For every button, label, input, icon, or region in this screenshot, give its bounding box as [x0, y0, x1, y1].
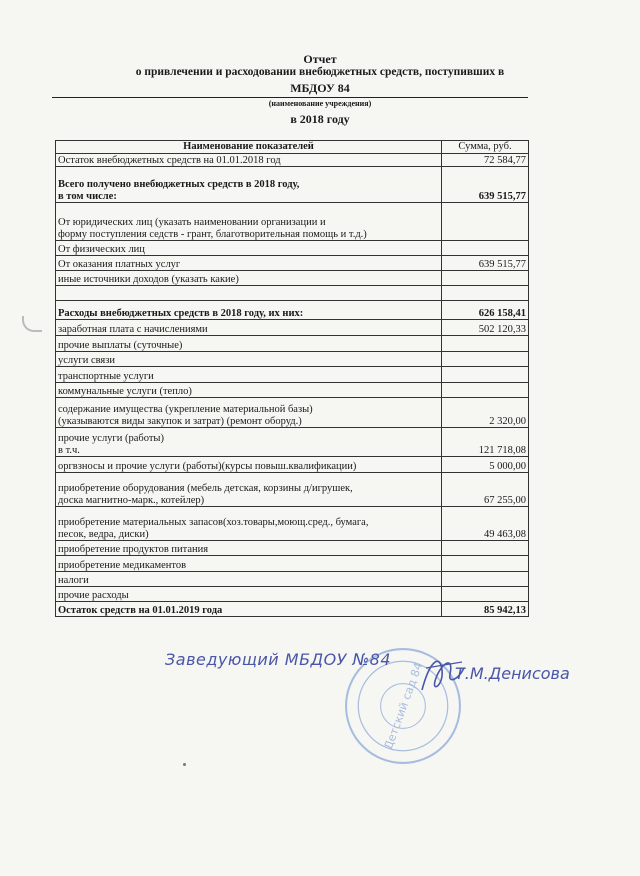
table-row — [56, 473, 529, 507]
row-amount: 2 320,00 — [442, 398, 529, 428]
row-amount — [442, 241, 529, 256]
table-row — [56, 507, 529, 541]
row-amount — [442, 352, 529, 367]
row-amount — [442, 556, 529, 572]
organization-caption: (наименование учреждения) — [268, 99, 372, 108]
signature-name: Т.М.Денисова — [455, 664, 570, 683]
table-row — [56, 336, 529, 352]
row-amount — [442, 587, 529, 602]
row-amount: 502 120,33 — [442, 320, 529, 336]
table-row — [56, 383, 529, 398]
table-row — [56, 154, 529, 167]
table-row — [56, 241, 529, 256]
table-row — [56, 428, 529, 457]
row-amount: 72 584,77 — [442, 154, 529, 167]
row-amount — [442, 203, 529, 241]
row-amount: 49 463,08 — [442, 507, 529, 541]
row-label: иные источники доходов (указать какие) — [56, 271, 442, 286]
row-amount — [442, 336, 529, 352]
row-amount — [442, 383, 529, 398]
row-label: прочие выплаты (суточные) — [56, 336, 442, 352]
table-row — [56, 167, 529, 203]
signature-position: Заведующий МБДОУ №84 — [165, 650, 391, 669]
row-label: От юридических лиц (указать наименовании организации и форму поступления седств - грант, благотворительная помощь и т.д.) — [56, 203, 442, 241]
row-label: приобретение медикаментов — [56, 556, 442, 572]
table-row — [56, 457, 529, 473]
row-amount: 85 942,13 — [442, 602, 529, 617]
row-label: От физических лиц — [56, 241, 442, 256]
row-label: Всего получено внебюджетных средств в 2018 году, в том числе: — [56, 167, 442, 203]
row-label: прочие услуги (работы) в т.ч. — [56, 428, 442, 457]
report-subtitle: о привлечении и расходовании внебюджетных средств, поступивших в — [135, 66, 505, 78]
table-row — [56, 398, 529, 428]
table-row — [56, 572, 529, 587]
table-row — [56, 301, 529, 320]
row-amount: 639 515,77 — [442, 256, 529, 271]
binder-hole-mark — [22, 316, 42, 332]
table-row — [56, 541, 529, 556]
table-row — [56, 320, 529, 336]
table-header-row — [56, 141, 529, 154]
row-label: налоги — [56, 572, 442, 587]
row-label: транспортные услуги — [56, 367, 442, 383]
row-amount: 121 718,08 — [442, 428, 529, 457]
table-row — [56, 256, 529, 271]
paper-speck — [183, 763, 186, 766]
row-label: услуги связи — [56, 352, 442, 367]
row-amount — [442, 271, 529, 286]
row-amount: 639 515,77 — [442, 167, 529, 203]
row-label: приобретение материальных запасов(хоз.товары,моющ.сред., бумага, песок, ведра, диски) — [56, 507, 442, 541]
row-amount — [442, 541, 529, 556]
row-label: От оказания платных услуг — [56, 256, 442, 271]
row-label: приобретение оборудования (мебель детская, корзины д/игрушек, доска магнитно-марк., котейлер) — [56, 473, 442, 507]
stamp-text: Детский сад 84 — [381, 660, 426, 752]
organization-name: МБДОУ 84 — [290, 81, 350, 95]
row-label: приобретение продуктов питания — [56, 541, 442, 556]
report-year: в 2018 году — [290, 112, 350, 126]
table-row — [56, 352, 529, 367]
row-label: оргвзносы и прочие услуги (работы)(курсы повыш.квалификации) — [56, 457, 442, 473]
row-label: Остаток внебюджетных средств на 01.01.2018 год — [56, 154, 442, 167]
report-title: Отчет — [303, 52, 337, 66]
row-label: прочие расходы — [56, 587, 442, 602]
column-header-name: Наименование показателей — [56, 141, 442, 154]
row-label: содержание имущества (укрепление материальной базы) (указываются виды закупок и затрат) (ремонт оборуд.) — [56, 398, 442, 428]
row-label: Расходы внебюджетных средств в 2018 году, их них: — [56, 301, 442, 320]
row-label: Остаток средств на 01.01.2019 года — [56, 602, 442, 617]
organization-underline — [52, 97, 528, 98]
row-label: коммунальные услуги (тепло) — [56, 383, 442, 398]
table-row — [56, 602, 529, 617]
table-row — [56, 203, 529, 241]
row-amount — [442, 367, 529, 383]
row-amount: 5 000,00 — [442, 457, 529, 473]
table-row — [56, 556, 529, 572]
blank-row — [56, 286, 529, 301]
table-row — [56, 271, 529, 286]
table-row — [56, 587, 529, 602]
column-header-sum: Сумма, руб. — [442, 141, 529, 154]
row-amount: 67 255,00 — [442, 473, 529, 507]
row-label: заработная плата с начислениями — [56, 320, 442, 336]
funds-table — [55, 140, 529, 617]
table-row — [56, 367, 529, 383]
row-amount: 626 158,41 — [442, 301, 529, 320]
row-amount — [442, 572, 529, 587]
